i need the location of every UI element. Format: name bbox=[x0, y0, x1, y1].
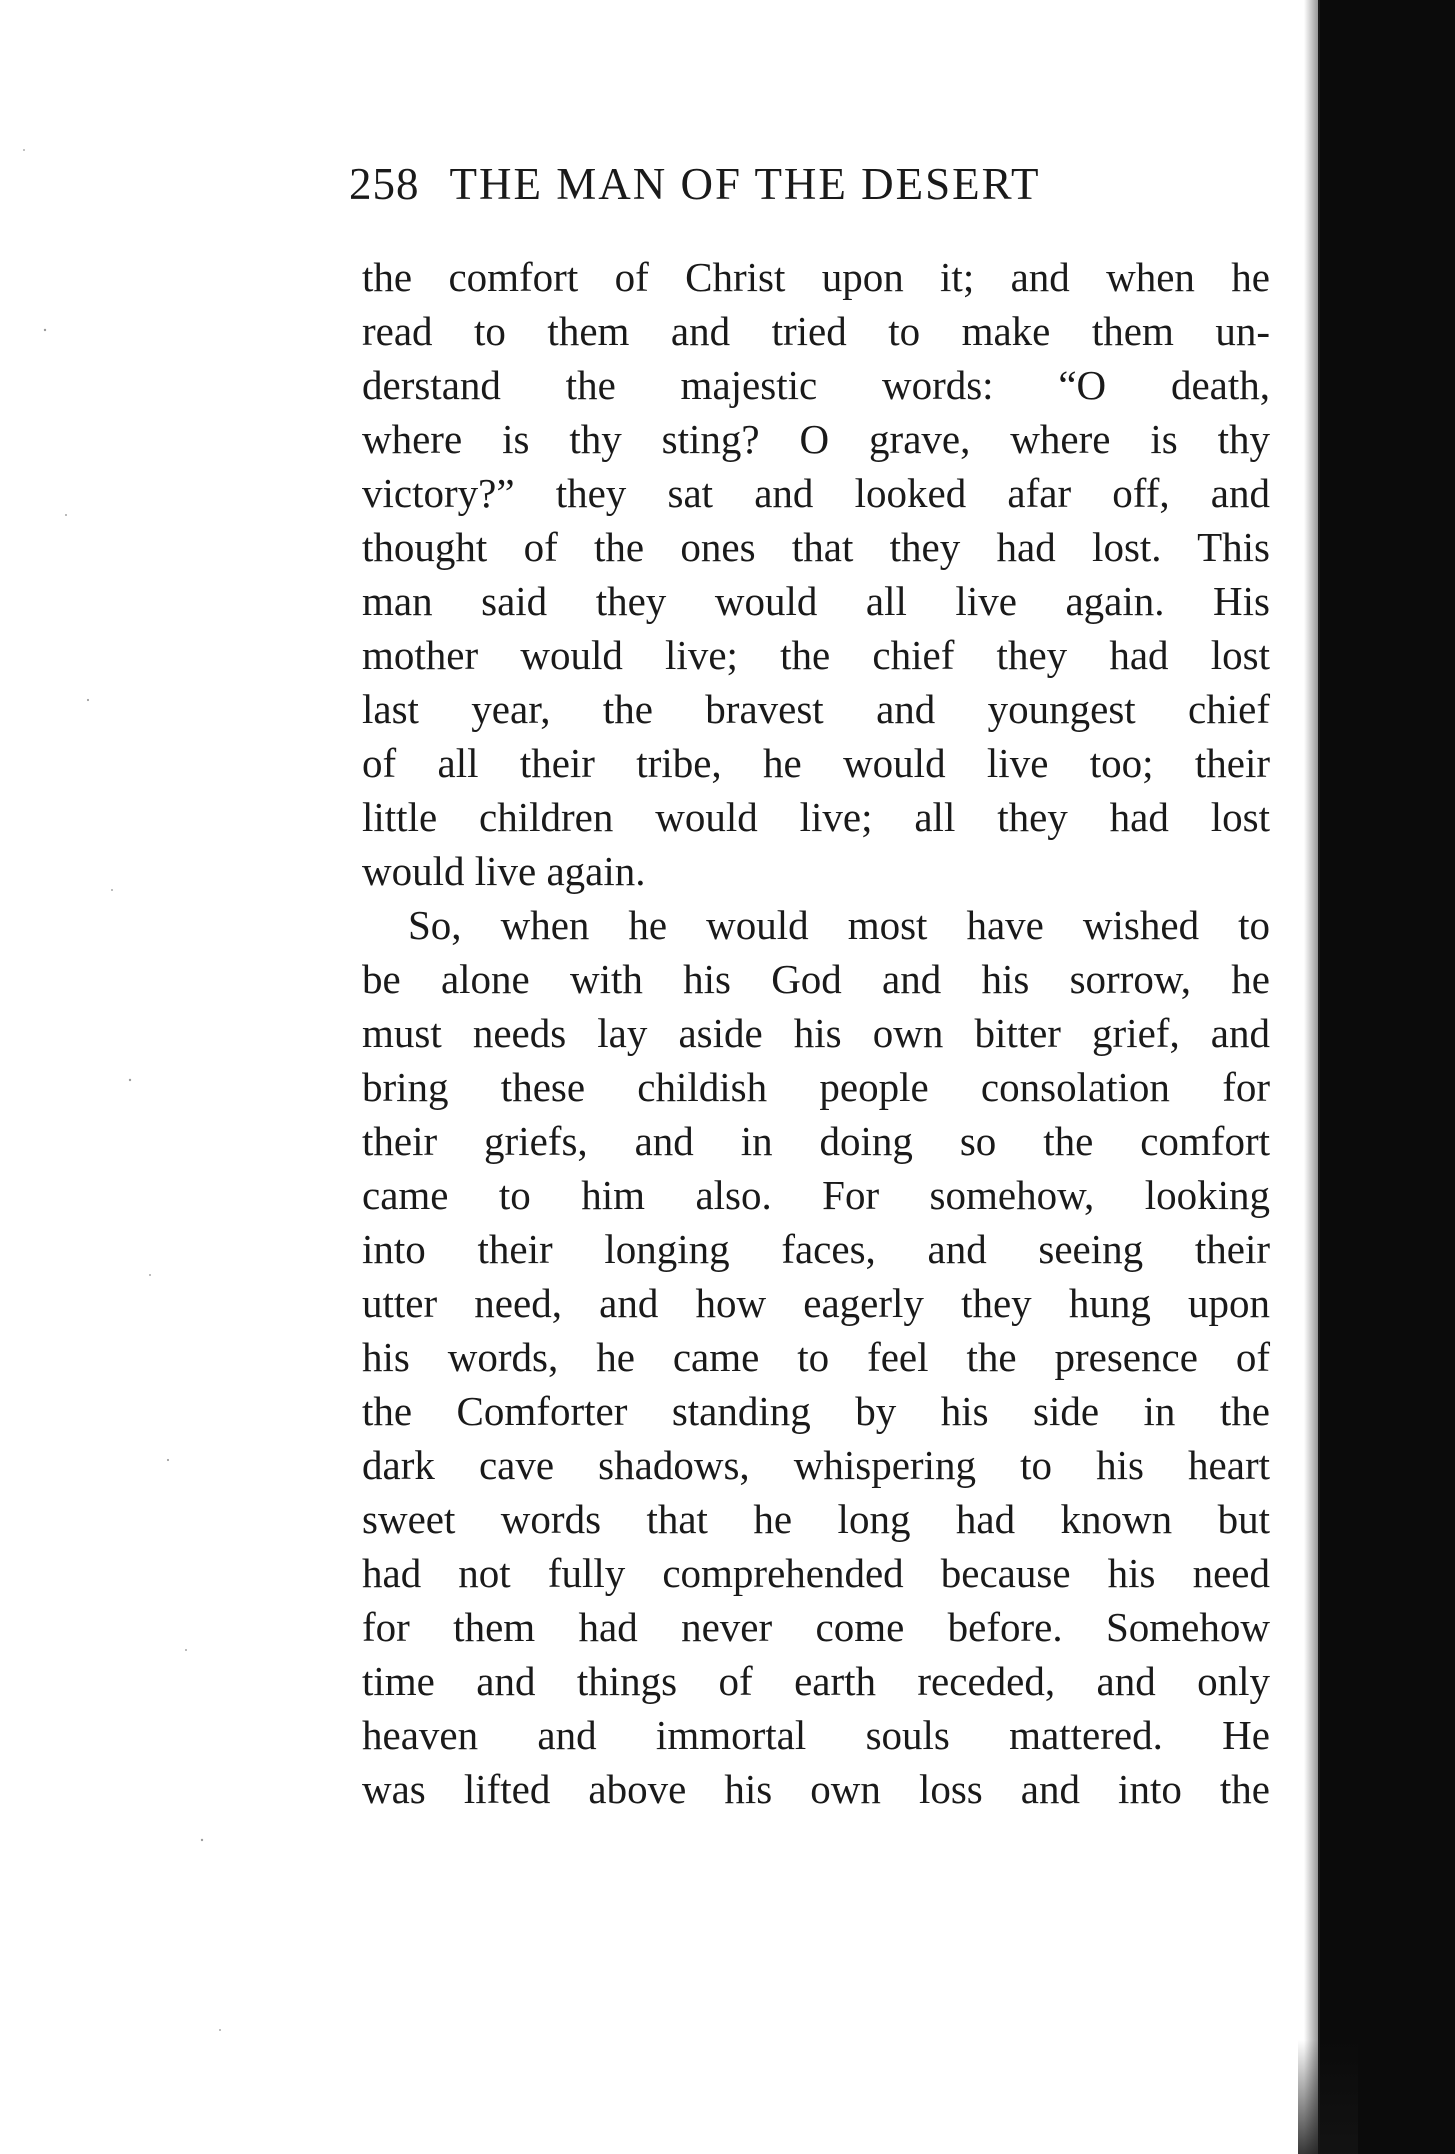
text-line: utter need, and how eagerly they hung upon bbox=[362, 1280, 1270, 1326]
text-line: sweet words that he long had known but bbox=[362, 1496, 1270, 1542]
page-number: 258 bbox=[349, 159, 420, 209]
text-line: read to them and tried to make them un- bbox=[362, 308, 1270, 354]
text-line: victory?” they sat and looked afar off, and bbox=[362, 470, 1270, 516]
text-line: last year, the bravest and youngest chief bbox=[362, 686, 1270, 732]
text-line: derstand the majestic words: “O death, bbox=[362, 362, 1270, 408]
text-line: must needs lay aside his own bitter grief, and bbox=[362, 1010, 1270, 1056]
scan-corner-shadow bbox=[1298, 2040, 1358, 2154]
text-line: came to him also. For somehow, looking bbox=[362, 1172, 1270, 1218]
text-line: their griefs, and in doing so the comfort bbox=[362, 1118, 1270, 1164]
body-text bbox=[362, 250, 1270, 1816]
text-line: of all their tribe, he would live too; their bbox=[362, 740, 1270, 786]
text-line: little children would live; all they had lost bbox=[362, 794, 1270, 840]
text-line: be alone with his God and his sorrow, he bbox=[362, 956, 1270, 1002]
text-line: time and things of earth receded, and only bbox=[362, 1658, 1270, 1704]
text-line: So, when he would most have wished to bbox=[408, 902, 1270, 948]
book-title: THE MAN OF THE DESERT bbox=[449, 159, 1041, 209]
scan-binding-shadow bbox=[1318, 0, 1455, 2154]
text-line: dark cave shadows, whispering to his heart bbox=[362, 1442, 1270, 1488]
text-line: thought of the ones that they had lost. This bbox=[362, 524, 1270, 570]
text-line: mother would live; the chief they had lost bbox=[362, 632, 1270, 678]
text-line: man said they would all live again. His bbox=[362, 578, 1270, 624]
text-line: bring these childish people consolation for bbox=[362, 1064, 1270, 1110]
text-line: would live again. bbox=[362, 848, 646, 894]
paragraph bbox=[362, 250, 1270, 898]
text-line: the comfort of Christ upon it; and when he bbox=[362, 254, 1270, 300]
text-line: for them had never come before. Somehow bbox=[362, 1604, 1270, 1650]
text-line: heaven and immortal souls mattered. He bbox=[362, 1712, 1270, 1758]
text-line: into their longing faces, and seeing their bbox=[362, 1226, 1270, 1272]
text-line: the Comforter standing by his side in the bbox=[362, 1388, 1270, 1434]
text-line: where is thy sting? O grave, where is thy bbox=[362, 416, 1270, 462]
text-line: had not fully comprehended because his need bbox=[362, 1550, 1270, 1596]
running-head bbox=[349, 158, 1269, 222]
text-line: his words, he came to feel the presence of bbox=[362, 1334, 1270, 1380]
paragraph bbox=[362, 898, 1270, 1816]
text-line: was lifted above his own loss and into the bbox=[362, 1766, 1270, 1812]
